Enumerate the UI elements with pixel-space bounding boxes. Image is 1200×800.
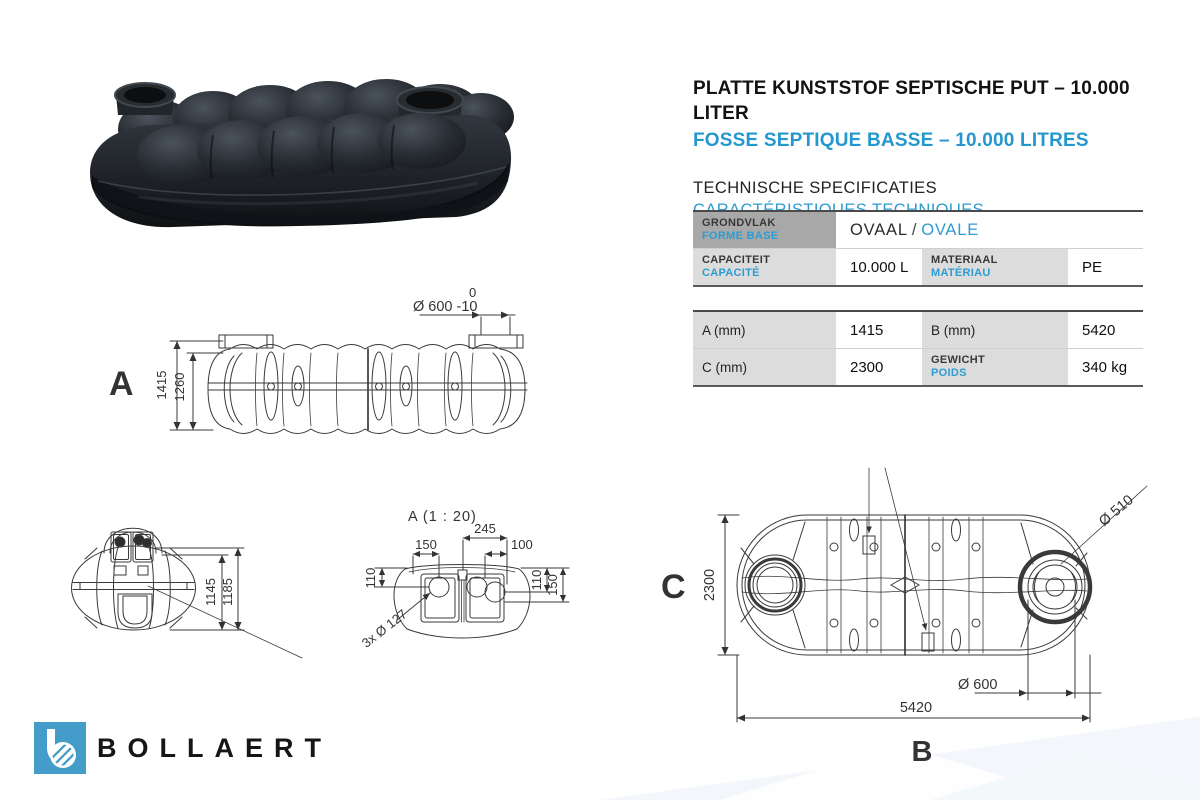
- dim-c-value-cell: [838, 349, 920, 385]
- grondvlak-label-cell: [693, 212, 836, 248]
- capaciteit-value-cell: [838, 249, 920, 285]
- gewicht-label-cell: [922, 349, 1068, 385]
- dim-a-label-cell: [693, 312, 836, 348]
- dim-5420: 5420: [899, 700, 933, 716]
- dim-c-value: 2300: [850, 358, 884, 376]
- capaciteit-value: 10.000 L: [850, 258, 909, 276]
- dim-lid-510: Ø 510: [1096, 492, 1137, 530]
- dim-a-label: A (mm): [702, 322, 746, 338]
- side-view-drawing: [95, 283, 565, 458]
- capaciteit-label-cell: [693, 249, 836, 285]
- capaciteit-label-nl: CAPACITEIT: [702, 254, 771, 266]
- dim-a-value: 1415: [850, 321, 884, 339]
- dim-neck-diameter: Ø 600 -10: [413, 299, 478, 315]
- top-view-outline: [737, 468, 1147, 655]
- dim-150-top: 150: [415, 537, 437, 552]
- grondvlak-value-separator: /: [911, 220, 918, 239]
- dim-245: 245: [474, 521, 496, 536]
- grondvlak-label-fr: FORME BASE: [702, 230, 779, 242]
- top-view-drawing: [635, 460, 1195, 775]
- dim-1185: 1185: [220, 578, 235, 606]
- dim-c-label-cell: [693, 349, 836, 385]
- materiaal-label-nl: MATERIAAL: [931, 254, 998, 266]
- dim-a-value-cell: [838, 312, 920, 348]
- dim-row-c-gewicht: [693, 348, 1143, 385]
- spec-table: [693, 210, 1143, 287]
- dim-1415: 1415: [154, 370, 169, 400]
- bollaert-logo-mark: [34, 722, 86, 774]
- dim-1145: 1145: [203, 578, 218, 606]
- product-photo: [78, 55, 518, 240]
- holes-note: 3x Ø 127: [358, 606, 410, 651]
- dim-neck-tolerance: 0: [469, 285, 477, 300]
- dim-b-value: 5420: [1082, 321, 1116, 339]
- dim-100-top: 100: [511, 537, 533, 552]
- product-info: [693, 76, 1151, 220]
- product-title-fr: FOSSE SEPTIQUE BASSE – 10.000 LITRES: [693, 130, 1089, 151]
- gewicht-label-fr: POIDS: [931, 367, 967, 379]
- tank-photo-shapes: [90, 79, 514, 227]
- product-title-nl: PLATTE KUNSTSTOF SEPTISCHE PUT – 10.000 LITER: [693, 78, 1130, 124]
- capaciteit-label-fr: CAPACITÉ: [702, 267, 760, 279]
- dim-150-right: 150: [545, 574, 560, 596]
- tank-port-left: [115, 83, 175, 115]
- dim-110-left: 110: [363, 567, 378, 589]
- detail-view-drawing: [325, 492, 595, 692]
- spec-row-capaciteit: [693, 248, 1143, 285]
- dim-b-label: B (mm): [931, 322, 976, 338]
- view-label-b: B: [911, 736, 933, 768]
- grondvlak-label-nl: GRONDVLAK: [702, 217, 776, 229]
- section-title-nl: TECHNISCHE SPECIFICATIES: [693, 179, 937, 197]
- dimensions-table: [693, 310, 1143, 387]
- materiaal-label-cell: [922, 249, 1068, 285]
- side-view-dimensions: [170, 315, 515, 430]
- gewicht-value-cell: [1070, 349, 1143, 385]
- dim-neck-600: Ø 600: [958, 677, 998, 693]
- materiaal-value-cell: [1070, 249, 1143, 285]
- dim-b-value-cell: [1070, 312, 1143, 348]
- brand-name: BOLLAERT: [97, 733, 332, 763]
- dim-c-label: C (mm): [702, 359, 747, 375]
- grondvlak-value-nl: OVAAL: [850, 220, 908, 239]
- materiaal-value: PE: [1082, 258, 1103, 276]
- grondvlak-value-fr: OVALE: [921, 220, 980, 239]
- side-view-tank-outline: [208, 335, 527, 434]
- spec-row-grondvlak: [693, 212, 1143, 248]
- dim-b-label-cell: [922, 312, 1068, 348]
- end-view-drawing: [40, 496, 310, 666]
- detail-title: A (1 : 20): [408, 509, 477, 525]
- materiaal-label-fr: MATÉRIAU: [931, 267, 991, 279]
- gewicht-label-nl: GEWICHT: [931, 354, 986, 366]
- view-label-a: A: [109, 365, 134, 403]
- view-label-c: C: [661, 568, 686, 606]
- grondvlak-value: [850, 221, 1143, 240]
- dim-110-right: 110: [529, 569, 544, 591]
- detail-outline: [394, 565, 530, 639]
- gewicht-value: 340 kg: [1082, 358, 1128, 376]
- grondvlak-value-cell: [838, 212, 1143, 248]
- dim-1260: 1260: [172, 372, 187, 402]
- dim-row-ab: [693, 312, 1143, 348]
- dim-2300: 2300: [702, 568, 718, 602]
